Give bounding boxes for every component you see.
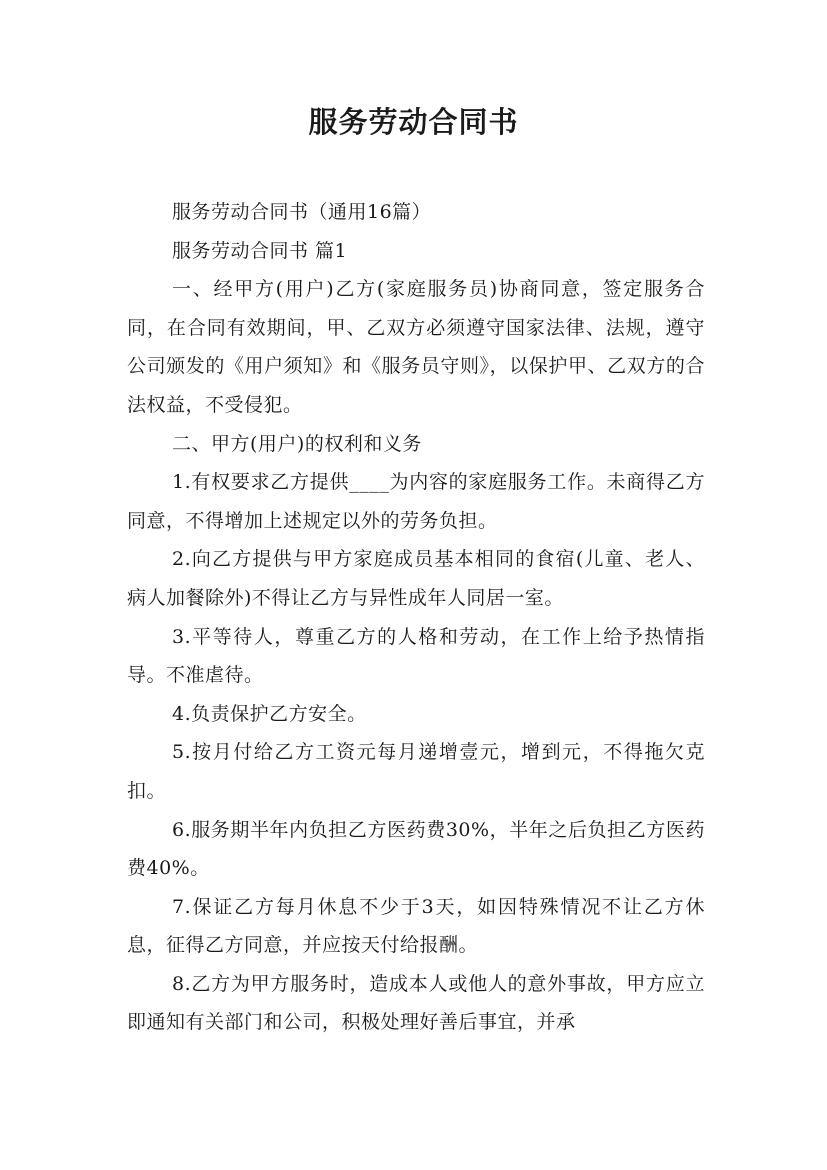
- paragraph-item-7: 7.保证乙方每月休息不少于3天，如因特殊情况不让乙方休息，征得乙方同意，并应按天付给报酬。: [127, 895, 705, 957]
- paragraph-subtitle: 服务劳动合同书（通用16篇）: [172, 201, 432, 223]
- document-body: [127, 193, 705, 1042]
- paragraph-clause-2-heading: 二、甲方(用户)的权利和义务: [172, 432, 422, 455]
- paragraph-item-4: 4.负责保护乙方安全。: [172, 702, 367, 725]
- paragraph-section-heading: 服务劳动合同书 篇1: [172, 239, 348, 262]
- paragraph-item-5: 5.按月付给乙方工资元每月递增壹元，增到元，不得拖欠克扣。: [127, 741, 705, 802]
- paragraph-item-1: 1.有权要求乙方提供____为内容的家庭服务工作。未商得乙方同意，不得增加上述规定以外的劳务负担。: [127, 471, 705, 532]
- paragraph-item-3: 3.平等待人，尊重乙方的人格和劳动，在工作上给予热情指导。不准虐待。: [127, 625, 705, 687]
- document-title: 服务劳动合同书: [308, 105, 519, 139]
- paragraph-clause-1: 一、经甲方(用户)乙方(家庭服务员)协商同意，签定服务合同，在合同有效期间，甲、乙双方必须遵守国家法律、法规，遵守公司颁发的《用户须知》和《服务员守则》，以保护甲、乙双方的合法权益，不受侵犯。: [127, 278, 705, 416]
- paragraph-item-2: 2.向乙方提供与甲方家庭成员基本相同的食宿(儿童、老人、病人加餐除外)不得让乙方与异性成年人同居一室。: [127, 548, 705, 609]
- paragraph-item-8: 8.乙方为甲方服务时，造成本人或他人的意外事故，甲方应立即通知有关部门和公司，积极处理好善后事宜，并承: [127, 972, 705, 1034]
- paragraph-item-6: 6.服务期半年内负担乙方医药费30%，半年之后负担乙方医药费40%。: [127, 818, 705, 880]
